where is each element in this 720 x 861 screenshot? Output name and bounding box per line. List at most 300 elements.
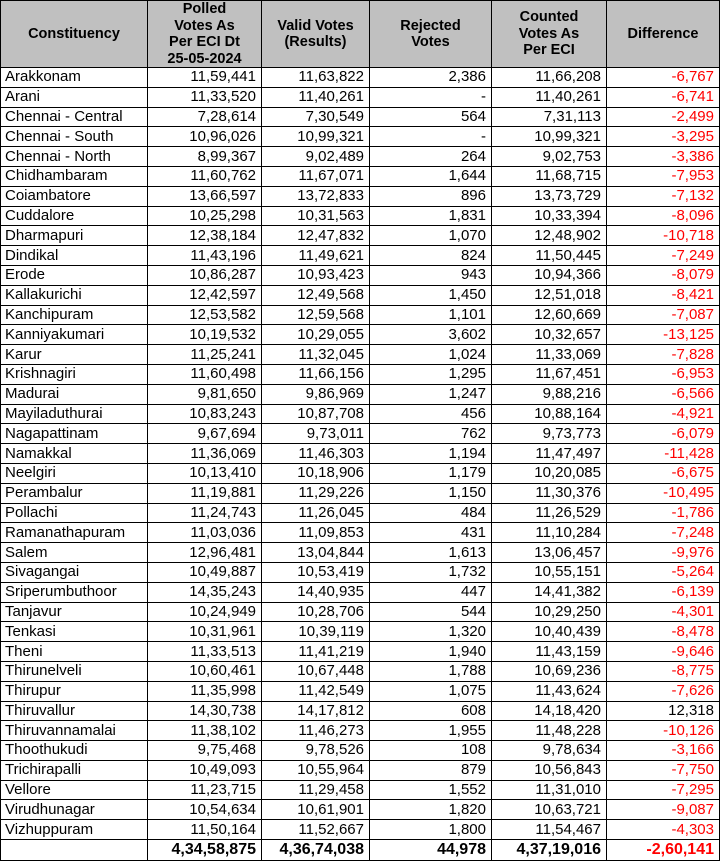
table-row	[1, 463, 720, 483]
rejected-votes-cell: 108	[370, 741, 492, 761]
table-row	[1, 444, 720, 464]
constituency-cell: Erode	[1, 265, 148, 285]
rejected-votes-cell: 1,247	[370, 384, 492, 404]
total-row	[1, 840, 720, 861]
polled-votes-cell: 11,24,743	[148, 503, 262, 523]
polled-votes-cell: 14,30,738	[148, 701, 262, 721]
rejected-votes-cell: 1,940	[370, 642, 492, 662]
counted-votes-cell: 10,99,321	[492, 127, 607, 147]
constituency-cell: Nagapattinam	[1, 424, 148, 444]
constituency-cell: Madurai	[1, 384, 148, 404]
counted-votes-cell: 11,43,624	[492, 681, 607, 701]
rejected-votes-cell: 264	[370, 147, 492, 167]
polled-votes-cell: 10,96,026	[148, 127, 262, 147]
polled-votes-cell: 11,19,881	[148, 483, 262, 503]
constituency-cell: Thirunelveli	[1, 661, 148, 681]
counted-votes-cell: 10,29,250	[492, 602, 607, 622]
table-row	[1, 226, 720, 246]
rejected-votes-cell: 456	[370, 404, 492, 424]
counted-votes-cell: 11,26,529	[492, 503, 607, 523]
polled-votes-cell: 9,67,694	[148, 424, 262, 444]
rejected-votes-cell: 1,644	[370, 166, 492, 186]
valid-votes-cell: 10,39,119	[262, 622, 370, 642]
valid-votes-cell: 13,72,833	[262, 186, 370, 206]
difference-cell: -6,767	[607, 68, 720, 88]
valid-votes-cell: 10,93,423	[262, 265, 370, 285]
polled-votes-cell: 8,99,367	[148, 147, 262, 167]
counted-votes-cell: 10,55,151	[492, 562, 607, 582]
counted-votes-cell: 11,47,497	[492, 444, 607, 464]
difference-cell: -8,096	[607, 206, 720, 226]
counted-votes-cell: 13,06,457	[492, 543, 607, 563]
difference-cell: -9,087	[607, 800, 720, 820]
difference-cell: -6,741	[607, 87, 720, 107]
polled-votes-cell: 11,23,715	[148, 780, 262, 800]
table-row	[1, 68, 720, 88]
header-counted-line2: Votes As	[518, 25, 580, 42]
table-row	[1, 642, 720, 662]
polled-votes-cell: 14,35,243	[148, 582, 262, 602]
counted-votes-cell: 10,32,657	[492, 325, 607, 345]
valid-votes-cell: 11,46,273	[262, 721, 370, 741]
difference-cell: -1,786	[607, 503, 720, 523]
constituency-cell: Vellore	[1, 780, 148, 800]
valid-votes-cell: 11,41,219	[262, 642, 370, 662]
polled-votes-cell: 10,19,532	[148, 325, 262, 345]
counted-votes-cell: 11,66,208	[492, 68, 607, 88]
valid-votes-cell: 12,47,832	[262, 226, 370, 246]
header-counted-line3: Per ECI	[523, 42, 575, 59]
difference-cell: -10,495	[607, 483, 720, 503]
constituency-cell: Arakkonam	[1, 68, 148, 88]
difference-cell: -7,295	[607, 780, 720, 800]
counted-votes-cell: 11,31,010	[492, 780, 607, 800]
polled-votes-cell: 11,59,441	[148, 68, 262, 88]
header-polled-votes	[148, 1, 262, 68]
counted-votes-cell: 9,02,753	[492, 147, 607, 167]
difference-cell: -4,303	[607, 820, 720, 840]
header-constituency-label: Constituency	[28, 25, 120, 42]
difference-cell: -10,126	[607, 721, 720, 741]
constituency-cell: Thoothukudi	[1, 741, 148, 761]
counted-votes-cell: 12,51,018	[492, 285, 607, 305]
table-row	[1, 404, 720, 424]
counted-votes-cell: 11,33,069	[492, 345, 607, 365]
rejected-votes-cell: 2,386	[370, 68, 492, 88]
counted-votes-cell: 11,43,159	[492, 642, 607, 662]
table-row	[1, 800, 720, 820]
rejected-votes-cell: 484	[370, 503, 492, 523]
table-row	[1, 384, 720, 404]
difference-cell: -6,953	[607, 364, 720, 384]
polled-votes-cell: 10,25,298	[148, 206, 262, 226]
difference-cell: -9,646	[607, 642, 720, 662]
polled-votes-cell: 10,86,287	[148, 265, 262, 285]
rejected-votes-cell: 1,450	[370, 285, 492, 305]
difference-cell: -11,428	[607, 444, 720, 464]
counted-votes-cell: 11,68,715	[492, 166, 607, 186]
polled-votes-cell: 13,66,597	[148, 186, 262, 206]
counted-votes-cell: 10,69,236	[492, 661, 607, 681]
difference-cell: -7,750	[607, 760, 720, 780]
rejected-votes-cell: 1,613	[370, 543, 492, 563]
counted-votes-cell: 10,20,085	[492, 463, 607, 483]
counted-votes-cell: 14,18,420	[492, 701, 607, 721]
header-polled-line2: Votes As	[174, 17, 235, 34]
header-valid-votes	[262, 1, 370, 68]
polled-votes-cell: 12,38,184	[148, 226, 262, 246]
table-row	[1, 87, 720, 107]
counted-votes-cell: 10,33,394	[492, 206, 607, 226]
table-row	[1, 166, 720, 186]
table-row	[1, 265, 720, 285]
rejected-votes-cell: 943	[370, 265, 492, 285]
table-row	[1, 206, 720, 226]
counted-votes-cell: 9,78,634	[492, 741, 607, 761]
polled-votes-cell: 11,60,498	[148, 364, 262, 384]
difference-cell: -6,566	[607, 384, 720, 404]
polled-votes-cell: 11,03,036	[148, 523, 262, 543]
table-row	[1, 582, 720, 602]
constituency-cell: Tenkasi	[1, 622, 148, 642]
polled-votes-cell: 9,75,468	[148, 741, 262, 761]
constituency-cell: Arani	[1, 87, 148, 107]
polled-votes-cell: 11,33,520	[148, 87, 262, 107]
constituency-cell: Thiruvannamalai	[1, 721, 148, 741]
difference-cell: -7,626	[607, 681, 720, 701]
header-difference-label: Difference	[627, 25, 699, 42]
rejected-votes-cell: 1,955	[370, 721, 492, 741]
constituency-cell: Chennai - North	[1, 147, 148, 167]
rejected-votes-cell: 762	[370, 424, 492, 444]
counted-votes-cell: 11,10,284	[492, 523, 607, 543]
constituency-cell: Thiruvallur	[1, 701, 148, 721]
valid-votes-cell: 11,42,549	[262, 681, 370, 701]
rejected-votes-cell: 879	[370, 760, 492, 780]
table-row	[1, 305, 720, 325]
valid-votes-cell: 11,49,621	[262, 246, 370, 266]
difference-cell: -13,125	[607, 325, 720, 345]
difference-cell: -8,478	[607, 622, 720, 642]
constituency-cell: Dharmapuri	[1, 226, 148, 246]
rejected-votes-cell: 1,070	[370, 226, 492, 246]
rejected-votes-cell: -	[370, 87, 492, 107]
difference-cell: -7,132	[607, 186, 720, 206]
header-polled-line3: Per ECI Dt	[169, 34, 240, 50]
header-counted-line1: Counted	[519, 9, 579, 26]
difference-cell: -6,139	[607, 582, 720, 602]
valid-votes-cell: 12,59,568	[262, 305, 370, 325]
counted-votes-cell: 11,54,467	[492, 820, 607, 840]
table-row	[1, 345, 720, 365]
total-counted-cell: 4,37,19,016	[492, 840, 607, 861]
table-row	[1, 741, 720, 761]
valid-votes-cell: 14,17,812	[262, 701, 370, 721]
constituency-cell: Coiambatore	[1, 186, 148, 206]
table-row	[1, 661, 720, 681]
counted-votes-cell: 10,63,721	[492, 800, 607, 820]
header-constituency	[1, 1, 148, 68]
valid-votes-cell: 14,40,935	[262, 582, 370, 602]
rejected-votes-cell: 1,831	[370, 206, 492, 226]
table-body	[1, 68, 720, 840]
rejected-votes-cell: 544	[370, 602, 492, 622]
valid-votes-cell: 9,73,011	[262, 424, 370, 444]
constituency-cell: Perambalur	[1, 483, 148, 503]
table-row	[1, 186, 720, 206]
table-row	[1, 503, 720, 523]
valid-votes-cell: 11,40,261	[262, 87, 370, 107]
valid-votes-cell: 9,86,969	[262, 384, 370, 404]
constituency-cell: Krishnagiri	[1, 364, 148, 384]
rejected-votes-cell: -	[370, 127, 492, 147]
difference-cell: -7,087	[607, 305, 720, 325]
valid-votes-cell: 10,18,906	[262, 463, 370, 483]
counted-votes-cell: 9,73,773	[492, 424, 607, 444]
rejected-votes-cell: 3,602	[370, 325, 492, 345]
valid-votes-cell: 11,52,667	[262, 820, 370, 840]
polled-votes-cell: 11,35,998	[148, 681, 262, 701]
rejected-votes-cell: 1,075	[370, 681, 492, 701]
counted-votes-cell: 11,30,376	[492, 483, 607, 503]
table-row	[1, 721, 720, 741]
table-row	[1, 107, 720, 127]
table-row	[1, 364, 720, 384]
rejected-votes-cell: 896	[370, 186, 492, 206]
valid-votes-cell: 11,66,156	[262, 364, 370, 384]
table-row	[1, 246, 720, 266]
valid-votes-cell: 10,29,055	[262, 325, 370, 345]
polled-votes-cell: 11,38,102	[148, 721, 262, 741]
rejected-votes-cell: 431	[370, 523, 492, 543]
valid-votes-cell: 7,30,549	[262, 107, 370, 127]
total-polled-cell: 4,34,58,875	[148, 840, 262, 861]
valid-votes-cell: 13,04,844	[262, 543, 370, 563]
counted-votes-cell: 10,40,439	[492, 622, 607, 642]
difference-cell: -3,295	[607, 127, 720, 147]
valid-votes-cell: 10,67,448	[262, 661, 370, 681]
valid-votes-cell: 10,55,964	[262, 760, 370, 780]
counted-votes-cell: 9,88,216	[492, 384, 607, 404]
total-label-cell	[1, 840, 148, 861]
polled-votes-cell: 12,42,597	[148, 285, 262, 305]
total-rejected-cell: 44,978	[370, 840, 492, 861]
constituency-cell: Karur	[1, 345, 148, 365]
header-polled-line4: 25-05-2024	[167, 50, 242, 67]
constituency-cell: Cuddalore	[1, 206, 148, 226]
polled-votes-cell: 10,13,410	[148, 463, 262, 483]
rejected-votes-cell: 1,101	[370, 305, 492, 325]
polled-votes-cell: 11,25,241	[148, 345, 262, 365]
total-difference-cell: -2,60,141	[607, 840, 720, 861]
difference-cell: -10,718	[607, 226, 720, 246]
valid-votes-cell: 10,31,563	[262, 206, 370, 226]
counted-votes-cell: 14,41,382	[492, 582, 607, 602]
table-row	[1, 523, 720, 543]
constituency-cell: Kanniyakumari	[1, 325, 148, 345]
constituency-cell: Chidhambaram	[1, 166, 148, 186]
polled-votes-cell: 11,50,164	[148, 820, 262, 840]
difference-cell: -7,249	[607, 246, 720, 266]
table-row	[1, 760, 720, 780]
constituency-cell: Sriperumbuthoor	[1, 582, 148, 602]
table-row	[1, 543, 720, 563]
counted-votes-cell: 11,48,228	[492, 721, 607, 741]
counted-votes-cell: 10,56,843	[492, 760, 607, 780]
difference-cell: -5,264	[607, 562, 720, 582]
constituency-cell: Chennai - South	[1, 127, 148, 147]
table-row	[1, 562, 720, 582]
constituency-cell: Ramanathapuram	[1, 523, 148, 543]
table-row	[1, 681, 720, 701]
header-rejected-line1: Rejected	[400, 17, 461, 34]
counted-votes-cell: 11,40,261	[492, 87, 607, 107]
constituency-cell: Virudhunagar	[1, 800, 148, 820]
rejected-votes-cell: 1,024	[370, 345, 492, 365]
counted-votes-cell: 11,67,451	[492, 364, 607, 384]
counted-votes-cell: 10,88,164	[492, 404, 607, 424]
difference-cell: -8,775	[607, 661, 720, 681]
constituency-cell: Pollachi	[1, 503, 148, 523]
header-difference	[607, 1, 720, 68]
polled-votes-cell: 10,60,461	[148, 661, 262, 681]
difference-cell: -7,248	[607, 523, 720, 543]
rejected-votes-cell: 1,788	[370, 661, 492, 681]
header-valid-line1: Valid Votes	[277, 17, 354, 34]
difference-cell: -6,675	[607, 463, 720, 483]
valid-votes-cell: 10,28,706	[262, 602, 370, 622]
rejected-votes-cell: 824	[370, 246, 492, 266]
table-row	[1, 701, 720, 721]
difference-cell: -3,386	[607, 147, 720, 167]
difference-cell: -9,976	[607, 543, 720, 563]
valid-votes-cell: 11,63,822	[262, 68, 370, 88]
rejected-votes-cell: 1,732	[370, 562, 492, 582]
header-valid-line2: (Results)	[284, 34, 347, 50]
valid-votes-cell: 11,29,226	[262, 483, 370, 503]
table-row	[1, 127, 720, 147]
difference-cell: -7,828	[607, 345, 720, 365]
polled-votes-cell: 10,49,887	[148, 562, 262, 582]
rejected-votes-cell: 1,820	[370, 800, 492, 820]
header-rejected-line2: Votes	[411, 34, 450, 50]
table-row	[1, 602, 720, 622]
table-row	[1, 285, 720, 305]
table-row	[1, 780, 720, 800]
header-rejected-votes	[370, 1, 492, 68]
constituency-cell: Dindikal	[1, 246, 148, 266]
counted-votes-cell: 7,31,113	[492, 107, 607, 127]
difference-cell: -6,079	[607, 424, 720, 444]
rejected-votes-cell: 1,179	[370, 463, 492, 483]
difference-cell: -7,953	[607, 166, 720, 186]
header-row	[1, 1, 720, 68]
polled-votes-cell: 10,54,634	[148, 800, 262, 820]
constituency-cell: Chennai - Central	[1, 107, 148, 127]
valid-votes-cell: 11,67,071	[262, 166, 370, 186]
rejected-votes-cell: 1,320	[370, 622, 492, 642]
rejected-votes-cell: 447	[370, 582, 492, 602]
polled-votes-cell: 12,53,582	[148, 305, 262, 325]
polled-votes-cell: 9,81,650	[148, 384, 262, 404]
difference-cell: 12,318	[607, 701, 720, 721]
polled-votes-cell: 11,43,196	[148, 246, 262, 266]
polled-votes-cell: 7,28,614	[148, 107, 262, 127]
constituency-cell: Namakkal	[1, 444, 148, 464]
constituency-cell: Theni	[1, 642, 148, 662]
polled-votes-cell: 10,24,949	[148, 602, 262, 622]
difference-cell: -8,079	[607, 265, 720, 285]
table-row	[1, 622, 720, 642]
constituency-cell: Tanjavur	[1, 602, 148, 622]
counted-votes-cell: 13,73,729	[492, 186, 607, 206]
counted-votes-cell: 12,48,902	[492, 226, 607, 246]
total-valid-cell: 4,36,74,038	[262, 840, 370, 861]
rejected-votes-cell: 1,295	[370, 364, 492, 384]
valid-votes-cell: 11,29,458	[262, 780, 370, 800]
constituency-cell: Kanchipuram	[1, 305, 148, 325]
constituency-cell: Neelgiri	[1, 463, 148, 483]
constituency-cell: Trichirapalli	[1, 760, 148, 780]
valid-votes-cell: 9,02,489	[262, 147, 370, 167]
polled-votes-cell: 10,49,093	[148, 760, 262, 780]
polled-votes-cell: 11,36,069	[148, 444, 262, 464]
difference-cell: -3,166	[607, 741, 720, 761]
polled-votes-cell: 10,83,243	[148, 404, 262, 424]
valid-votes-cell: 12,49,568	[262, 285, 370, 305]
rejected-votes-cell: 608	[370, 701, 492, 721]
difference-cell: -4,301	[607, 602, 720, 622]
constituency-cell: Salem	[1, 543, 148, 563]
valid-votes-cell: 10,61,901	[262, 800, 370, 820]
rejected-votes-cell: 1,552	[370, 780, 492, 800]
valid-votes-cell: 10,87,708	[262, 404, 370, 424]
valid-votes-cell: 11,46,303	[262, 444, 370, 464]
rejected-votes-cell: 1,800	[370, 820, 492, 840]
valid-votes-cell: 11,26,045	[262, 503, 370, 523]
difference-cell: -4,921	[607, 404, 720, 424]
constituency-cell: Kallakurichi	[1, 285, 148, 305]
table-row	[1, 424, 720, 444]
table-row	[1, 820, 720, 840]
polled-votes-cell: 11,60,762	[148, 166, 262, 186]
constituency-cell: Vizhuppuram	[1, 820, 148, 840]
header-counted-votes	[492, 1, 607, 68]
constituency-cell: Sivagangai	[1, 562, 148, 582]
constituency-cell: Mayiladuthurai	[1, 404, 148, 424]
table-row	[1, 147, 720, 167]
rejected-votes-cell: 564	[370, 107, 492, 127]
header-polled-line1: Polled	[182, 1, 227, 17]
polled-votes-cell: 11,33,513	[148, 642, 262, 662]
valid-votes-cell: 10,53,419	[262, 562, 370, 582]
rejected-votes-cell: 1,150	[370, 483, 492, 503]
difference-cell: -2,499	[607, 107, 720, 127]
polled-votes-cell: 10,31,961	[148, 622, 262, 642]
valid-votes-cell: 11,32,045	[262, 345, 370, 365]
counted-votes-cell: 11,50,445	[492, 246, 607, 266]
valid-votes-cell: 11,09,853	[262, 523, 370, 543]
counted-votes-cell: 12,60,669	[492, 305, 607, 325]
constituency-cell: Thirupur	[1, 681, 148, 701]
difference-cell: -8,421	[607, 285, 720, 305]
valid-votes-cell: 9,78,526	[262, 741, 370, 761]
rejected-votes-cell: 1,194	[370, 444, 492, 464]
table-row	[1, 325, 720, 345]
polled-votes-cell: 12,96,481	[148, 543, 262, 563]
table-row	[1, 483, 720, 503]
counted-votes-cell: 10,94,366	[492, 265, 607, 285]
